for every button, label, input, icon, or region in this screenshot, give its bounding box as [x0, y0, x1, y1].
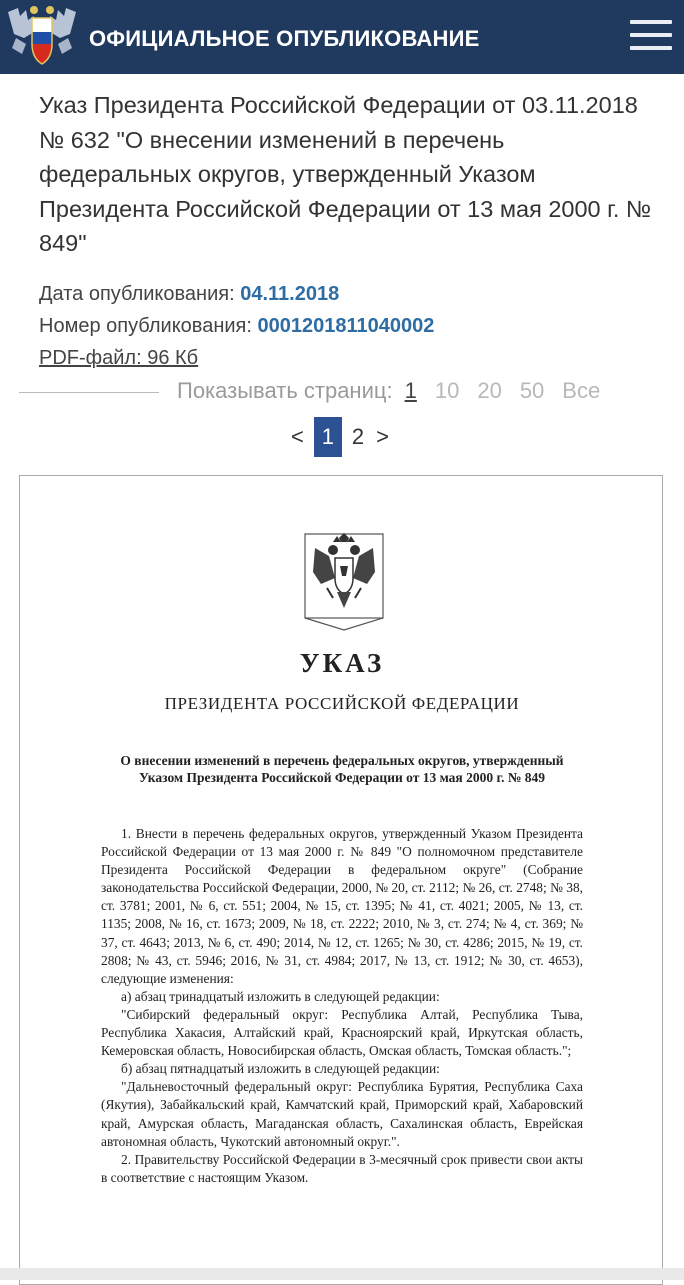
decree-heading: УКАЗ [299, 648, 385, 678]
pdf-download-link[interactable]: PDF-файл: 96 Кб [39, 347, 199, 369]
publication-number [39, 315, 434, 338]
publication-date-value: 04.11.2018 [240, 283, 340, 305]
pages-per-view-label: Показывать страниц: [177, 378, 393, 403]
decree-body [101, 825, 583, 1187]
pages-option-all[interactable]: Все [562, 378, 601, 403]
document-page-view[interactable] [19, 475, 663, 1285]
pages-option-50[interactable]: 50 [519, 378, 545, 403]
hamburger-menu-icon[interactable] [630, 14, 674, 58]
page-button-1[interactable]: 1 [314, 417, 342, 457]
decree-subject: О внесении изменений в перечень федеральных округов, утвержденный Указом Президента Российской Федерации от 13 мая 2000 г. № 849 [120, 753, 564, 785]
decree-paragraph: а) абзац тринадцатый изложить в следующей редакции: [121, 988, 440, 1004]
decree-subheading: ПРЕЗИДЕНТА РОССИЙСКОЙ ФЕДЕРАЦИИ [164, 694, 520, 713]
document-title: Указ Президента Российской Федерации от 03.11.2018 № 632 "О внесении изменений в перечень федеральных округов, утвержденный Указом Президента Российской Федерации от 13 мая 2000 г. № 849" [39, 92, 652, 256]
publication-number-label: Номер опубликования: [39, 315, 252, 337]
pages-option-10[interactable]: 10 [434, 378, 460, 403]
publication-date [39, 283, 339, 306]
next-page-button[interactable]: > [376, 424, 389, 449]
bottom-bar [0, 1268, 684, 1280]
page-button-2[interactable]: 2 [351, 424, 365, 449]
publication-number-value: 0001201811040002 [257, 315, 435, 337]
pages-per-view-selector [177, 378, 600, 404]
top-header [0, 0, 684, 74]
decree-paragraph: 1. Внести в перечень федеральных округов, утвержденный Указом Президента Российской Федерации от 13 мая 2000 г. № 849 "О полномочном представителе Президента Российской Федерации в федеральном округе" (Собрание законодательства Российской Федерации, 2000, № 20, ст. 2112; № 26, ст. 2748; № 38, ст. 3781; 2001, № 6, ст. 551; 2004, № 15, ст. 1395; № 41, ст. 4021; 2005, № 13, ст. 1135; 2008, № 16, ст. 1673; 2009, № 18, ст. 2222; 2010, № 3, ст. 274; № 4, ст. 369; № 37, ст. 4643; 2013, № 6, ст. 490; 2014, № 12, ст. 1265; № 30, ст. 4286; 2015, № 19, ст. 2808; № 43, ст. 5946; 2016, № 31, ст. 4984; 2017, № 13, ст. 1912; № 30, ст. 4653), следующие изменения: [101, 826, 583, 986]
decree-paragraph: б) абзац пятнадцатый изложить в следующей редакции: [121, 1061, 440, 1077]
fso-emblem-icon[interactable] [4, 4, 80, 70]
pagination [285, 417, 395, 457]
decree-paragraph: "Сибирский федеральный округ: Республика Алтай, Республика Тыва, Республика Хакасия, Алтайский край, Красноярский край, Иркутская область, Кемеровская область, Новосибирская область, Омская область, Томская область."; [101, 1006, 583, 1059]
pages-option-20[interactable]: 20 [477, 378, 502, 403]
decree-paragraph: "Дальневосточный федеральный округ: Республика Бурятия, Республика Саха (Якутия), Забайкальский край, Камчатский край, Приморский край, Хабаровский край, Амурская область, Магаданская область, Сахалинская область, Еврейская автономная область, Чукотский автономный округ.". [101, 1079, 583, 1149]
russian-coat-of-arms-icon [303, 532, 385, 632]
site-title[interactable]: ОФИЦИАЛЬНОЕ ОПУБЛИКОВАНИЕ [89, 26, 480, 51]
divider [19, 392, 159, 393]
decree-paragraph: 2. Правительству Российской Федерации в 3-месячный срок привести свои акты в соответствие с настоящим Указом. [101, 1151, 583, 1185]
publication-date-label: Дата опубликования: [39, 283, 235, 305]
pages-option-1[interactable]: 1 [404, 378, 417, 403]
prev-page-button[interactable]: < [291, 424, 304, 449]
